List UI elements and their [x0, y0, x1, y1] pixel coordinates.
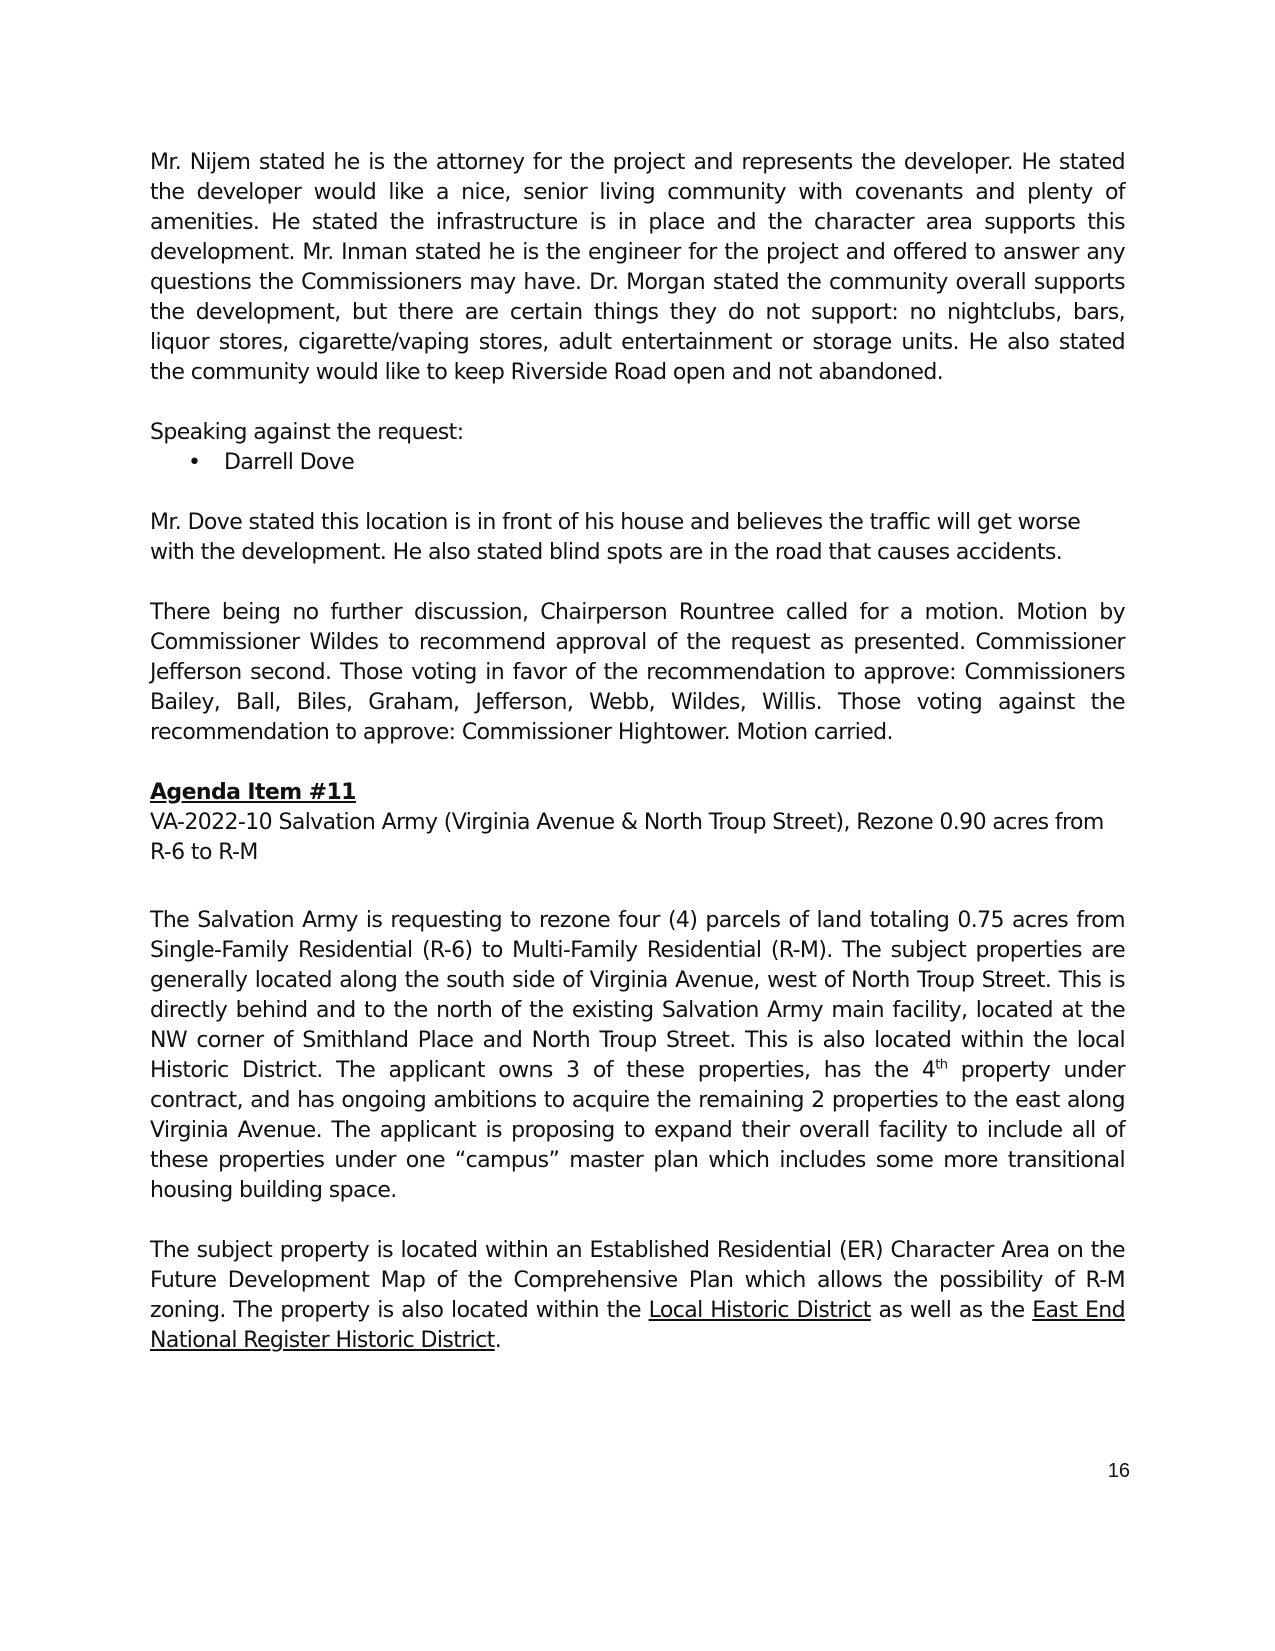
east-end-historic-district-link[interactable]: East End National Register Historic District	[150, 1298, 1125, 1353]
character-text-part1: The subject property is located within an Established Residential (ER) Character Area on the Future Development Map of the Comprehensive Plan which allows the possibility of R-M zoning. The property is also located within the	[150, 1238, 1125, 1323]
character-text-part3: .	[494, 1328, 502, 1353]
speaking-against-label: Speaking against the request:	[150, 420, 464, 445]
paragraph-applicant-statements: Mr. Nijem stated he is the attorney for the project and represents the developer. He stated the developer would like a nice, senior living community with covenants and plenty of amenities. He stated the infrastructure is in place and the character area supports this development. Mr. Inman stated he is the engineer for the project and offered to answer any questions the Commissioners may have. Dr. Morgan stated the community overall supports the development, but there are certain things they do not support: no nightclubs, bars, liquor stores, cigarette/vaping stores, adult entertainment or storage units. He also stated the community would like to keep Riverside Road open and not abandoned.	[150, 150, 1125, 385]
agenda-item-subtitle: VA-2022-10 Salvation Army (Virginia Avenue & North Troup Street), Rezone 0.90 acres from R-6 to R-M	[150, 810, 1104, 865]
paragraph-opponent-statement: Mr. Dove stated this location is in front of his house and believes the traffic will get worse with the development. He also stated blind spots are in the road that causes accidents.	[150, 510, 1081, 565]
paragraph-character-area	[150, 1236, 1125, 1356]
page-number: 16	[1107, 1460, 1130, 1482]
rezone-text-part1: The Salvation Army is requesting to rezone four (4) parcels of land totaling 0.75 acres from Single-Family Residential (R-6) to Multi-Family Residential (R-M). The subject properties are generally located along the south side of Virginia Avenue, west of North Troup Street. This is directly behind and to the north of the existing Salvation Army main facility, located at the NW corner of Smithland Place and North Troup Street. This is also located within the local Historic District. The applicant owns 3 of these properties, has the 4	[150, 908, 1125, 1083]
rezone-text-part2: property under contract, and has ongoing ambitions to acquire the remaining 2 properties to the east along Virginia Avenue. The applicant is proposing to expand their overall facility to include all of these properties under one “campus” master plan which includes some more transitional housing building space.	[150, 1058, 1125, 1203]
paragraph-rezone-request	[150, 906, 1125, 1206]
ordinal-suffix: th	[935, 1057, 948, 1073]
paragraph-motion-vote: There being no further discussion, Chairperson Rountree called for a motion. Motion by Commissioner Wildes to recommend approval of the request as presented. Commissioner Jefferson second. Those voting in favor of the recommendation to approve: Commissioners Bailey, Ball, Biles, Graham, Jefferson, Webb, Wildes, Willis. Those voting against the recommendation to approve: Commissioner Hightower. Motion carried.	[150, 600, 1125, 745]
character-text-part2: as well as the	[870, 1298, 1033, 1323]
local-historic-district-link[interactable]: Local Historic District	[648, 1298, 871, 1323]
speakers-against-list	[150, 448, 1125, 478]
document-body	[150, 148, 1125, 1356]
agenda-item-heading: Agenda Item #11	[150, 780, 356, 805]
list-item: • Darrell Dove	[188, 448, 1125, 478]
